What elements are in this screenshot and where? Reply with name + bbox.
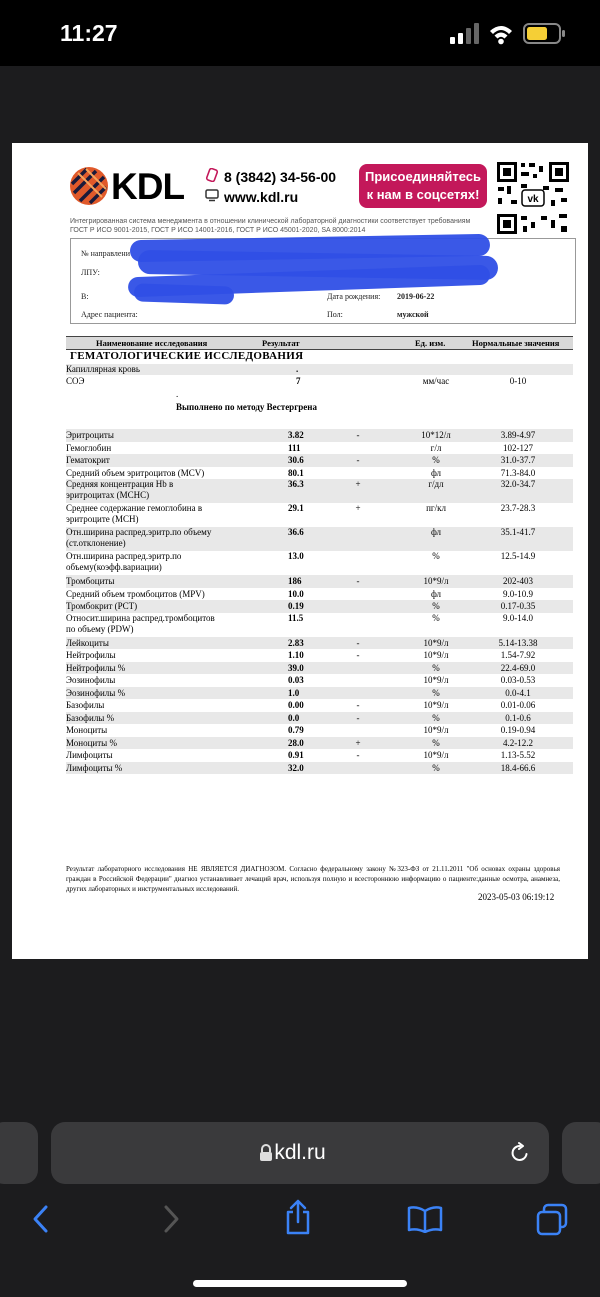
qr-code-icon [495, 160, 571, 236]
test-name: Лимфоциты % [66, 762, 123, 773]
test-unit: % [432, 612, 440, 623]
test-value: 1.0 [288, 687, 300, 698]
test-name: Относит.ширина распред.тромбоцитов по объему (PDW) [66, 612, 215, 634]
col-name-header: Наименование исследования [96, 338, 208, 348]
forward-icon[interactable] [160, 1204, 182, 1234]
test-value: 29.1 [288, 503, 304, 513]
test-unit: 10*9/л [423, 725, 449, 735]
test-value: 0.00 [288, 700, 304, 710]
test-norm: 0.01-0.06 [500, 700, 536, 710]
test-name: Нейтрофилы [66, 650, 116, 660]
test-name: Моноциты [66, 725, 108, 735]
esr-row [66, 376, 573, 387]
sample-row [66, 364, 573, 375]
test-value: 32.0 [288, 762, 304, 773]
table-row [66, 527, 573, 551]
test-norm: 102-127 [503, 442, 533, 453]
test-unit: 10*9/л [423, 637, 449, 648]
age-label: В: [81, 292, 89, 301]
test-value: 28.0 [288, 737, 304, 748]
wifi-icon [490, 26, 512, 44]
test-unit: % [432, 551, 440, 561]
section-title: ГЕМАТОЛОГИЧЕСКИЕ ИССЛЕДОВАНИЯ [70, 350, 304, 362]
test-norm: 9.0-14.0 [503, 612, 533, 623]
referral-label: № направлени [81, 249, 130, 258]
test-unit: г/дл [428, 479, 444, 489]
cellular-signal-icon [450, 23, 479, 44]
table-row [66, 454, 573, 467]
share-icon[interactable] [283, 1198, 313, 1236]
test-unit: г/л [430, 442, 442, 453]
test-name: Базофилы % [66, 712, 115, 723]
test-norm: 4.2-12.2 [503, 737, 533, 748]
table-row [66, 762, 573, 775]
test-flag: - [356, 430, 360, 440]
birth-date-label: Дата рождения: [327, 292, 381, 301]
test-value: 0.79 [288, 725, 304, 735]
test-norm: 202-403 [503, 576, 533, 586]
col-result-header: Результат [262, 338, 300, 348]
test-name: Тромбокрит (PCT) [66, 601, 138, 611]
test-norm: 1.54-7.92 [500, 650, 536, 660]
test-flag: - [356, 637, 360, 648]
table-row [66, 724, 573, 737]
test-norm: 0-10 [509, 376, 527, 386]
test-norm: 71.3-84.0 [500, 467, 536, 478]
next-tab-preview[interactable] [562, 1122, 600, 1184]
bookmarks-icon[interactable] [407, 1205, 443, 1233]
test-flag: + [355, 737, 361, 748]
test-name: Эозинофилы [66, 675, 116, 685]
test-flag: + [355, 503, 361, 513]
sex-label: Пол: [327, 310, 343, 319]
test-unit: % [432, 762, 440, 773]
test-value: 7 [296, 376, 301, 386]
svg-text:vk: vk [527, 194, 539, 205]
test-norm: 31.0-37.7 [500, 455, 536, 465]
test-flag: + [355, 479, 361, 489]
test-value: 39.0 [288, 662, 304, 673]
test-unit: фл [430, 467, 442, 478]
address-bar[interactable] [51, 1122, 549, 1184]
col-norm-header: Нормальные значения [472, 338, 560, 348]
table-row [66, 699, 573, 712]
table-row [66, 649, 573, 662]
test-unit: % [432, 601, 440, 611]
test-value: 0.03 [288, 675, 304, 685]
test-value: 11.5 [288, 612, 304, 623]
redaction-mark [134, 283, 235, 304]
test-flag: - [356, 700, 360, 710]
test-unit: % [432, 455, 440, 465]
test-value: 13.0 [288, 551, 304, 561]
test-value: 0.91 [288, 750, 304, 760]
lpu-label: ЛПУ: [81, 268, 100, 277]
table-row [66, 674, 573, 687]
test-unit: 10*9/л [423, 576, 449, 586]
cert-line-2: ГОСТ Р ИСО 9001-2015, ГОСТ Р ИСО 14001-2016, ГОСТ Р ИСО 45001-2020, SA 8000:2014 [70, 227, 366, 234]
test-value: 36.6 [288, 527, 304, 537]
test-value: 80.1 [288, 467, 304, 478]
test-name: Эозинофилы % [66, 687, 126, 698]
test-norm: 12.5-14.9 [500, 551, 536, 561]
table-row [66, 442, 573, 455]
col-unit-header: Ед. изм. [415, 338, 446, 348]
document-page [12, 143, 588, 959]
status-icons [450, 22, 570, 46]
cert-line-1: Интегрированная система менеджмента в отношении клинической лабораторной диагностики соответствует требованиям [70, 218, 471, 225]
test-value: 111 [288, 442, 301, 453]
table-row [66, 737, 573, 750]
test-name: Базофилы [66, 700, 105, 710]
test-value: 36.3 [288, 479, 304, 489]
test-unit: % [432, 712, 440, 723]
phone-number: 8 (3842) 34-56-00 [224, 169, 337, 185]
previous-tab-preview[interactable] [0, 1122, 38, 1184]
test-unit: 10*9/л [423, 650, 449, 660]
test-unit: мм/час [422, 376, 450, 386]
table-row [66, 503, 573, 527]
test-unit: % [432, 737, 440, 748]
table-row [66, 479, 573, 503]
status-bar [0, 0, 600, 66]
table-row [66, 588, 573, 601]
home-indicator [193, 1280, 407, 1287]
sex-value: мужской [397, 310, 429, 319]
tabs-icon[interactable] [535, 1203, 569, 1237]
test-flag: - [356, 455, 360, 465]
test-name: СОЭ [66, 376, 85, 386]
test-unit: пг/кл [426, 503, 446, 513]
table-row [66, 551, 573, 575]
table-row [66, 687, 573, 700]
test-unit: 10*9/л [423, 675, 449, 685]
social-banner [359, 164, 487, 208]
test-value: 3.82 [288, 430, 304, 440]
disclaimer: Результат лабораторного исследования НЕ ЯВЛЯЕТСЯ ДИАГНОЗОМ. Согласно федеральному закону №323-ФЗ от 21.11.2011 "Об основах охраны здоровья граждан в Российской Федерации" диагноз устанавливает лечащий врач, используя полную и всестороннюю информацию о пациенте:данные осмотра, анамнеза, других лабораторных и инструментальных исследований. [66, 865, 560, 893]
phone-icon [205, 168, 219, 182]
table-row [66, 429, 573, 442]
test-value: 186 [288, 576, 302, 586]
test-norm: 0.19-0.94 [500, 725, 536, 735]
test-flag: - [356, 750, 360, 760]
table-row [66, 467, 573, 480]
test-unit: фл [430, 527, 442, 537]
test-name: Нейтрофилы % [66, 662, 126, 673]
sample-dot: . [296, 364, 299, 374]
test-flag: - [356, 712, 360, 723]
test-norm: 23.7-28.3 [500, 503, 536, 513]
table-row [66, 575, 573, 588]
certification-note [70, 217, 490, 235]
test-name: Моноциты % [66, 737, 117, 748]
sample-type: Капиллярная кровь [66, 364, 140, 374]
test-flag: - [356, 650, 360, 660]
test-name: Эритроциты [66, 430, 114, 440]
table-header [66, 336, 573, 350]
table-row [66, 749, 573, 762]
table-row [66, 712, 573, 725]
test-norm: 0.1-0.6 [505, 712, 531, 723]
test-unit: 10*9/л [423, 700, 449, 710]
test-unit: % [432, 662, 440, 673]
test-name: Отн.ширина распред.эритр.по объему (ст.отклонение) [66, 527, 212, 548]
test-value: 30.6 [288, 455, 304, 465]
monitor-icon [205, 188, 219, 202]
test-norm: 22.4-69.0 [500, 662, 536, 673]
test-name: Средний объем тромбоцитов (MPV) [66, 588, 205, 599]
test-norm: 32.0-34.7 [500, 479, 536, 489]
dot-marker: . [176, 389, 179, 399]
address-label: Адрес пациента: [81, 310, 138, 319]
test-norm: 5.14-13.38 [498, 637, 538, 648]
test-name: Лимфоциты [66, 750, 113, 760]
status-time: 11:27 [60, 20, 118, 46]
test-name: Гемоглобин [66, 442, 112, 453]
table-row [66, 613, 573, 637]
banner-line-1: Присоединяйтесь [365, 169, 481, 184]
test-norm: 18.4-66.6 [500, 762, 536, 773]
test-value: 10.0 [288, 588, 304, 599]
test-name: Средний объем эритроцитов (MCV) [66, 467, 205, 478]
table-row [66, 637, 573, 650]
test-flag: - [356, 576, 360, 586]
birth-date-value: 2019-06-22 [397, 292, 435, 301]
test-norm: 0.03-0.53 [500, 675, 536, 685]
test-norm: 0.0-4.1 [505, 687, 531, 698]
test-unit: фл [430, 588, 442, 599]
url-text: kdl.ru [274, 1141, 326, 1164]
test-name: Гематокрит [66, 455, 110, 465]
test-value: 0.0 [288, 712, 300, 723]
reload-icon[interactable] [508, 1141, 532, 1165]
banner-line-2: к нам в соцсетях! [366, 187, 480, 202]
back-icon[interactable] [30, 1204, 52, 1234]
test-name: Отн.ширина распред.эритр.по объему(коэфф.вариации) [66, 551, 182, 572]
test-value: 2.83 [288, 637, 304, 648]
test-norm: 35.1-41.7 [500, 527, 536, 537]
test-norm: 9.0-10.9 [503, 588, 533, 599]
test-value: 0.19 [288, 601, 304, 611]
test-name: Среднее содержание гемоглобина в эритроците (MCH) [66, 503, 203, 524]
battery-icon [524, 24, 565, 43]
test-value: 1.10 [288, 650, 304, 660]
test-norm: 0.17-0.35 [500, 601, 536, 611]
test-norm: 1.13-5.52 [500, 750, 536, 760]
table-row [66, 662, 573, 675]
website: www.kdl.ru [224, 189, 299, 205]
report-timestamp: 2023-05-03 06:19:12 [478, 892, 555, 902]
test-unit: % [432, 687, 440, 698]
method-note: Выполнено по методу Вестергрена [176, 402, 317, 412]
table-row [66, 600, 573, 613]
test-norm: 3.89-4.97 [500, 430, 536, 440]
test-unit: 10*12/л [421, 430, 451, 440]
test-name: Лейкоциты [66, 637, 109, 648]
test-unit: 10*9/л [423, 750, 449, 760]
kdl-logo-icon [68, 165, 110, 207]
kdl-logo-text: KDL [111, 166, 185, 207]
test-name: Средняя концентрация Hb в эритроцитах (MCHC) [66, 479, 174, 500]
test-name: Тромбоциты [66, 576, 115, 586]
browser-toolbar [0, 1110, 600, 1297]
